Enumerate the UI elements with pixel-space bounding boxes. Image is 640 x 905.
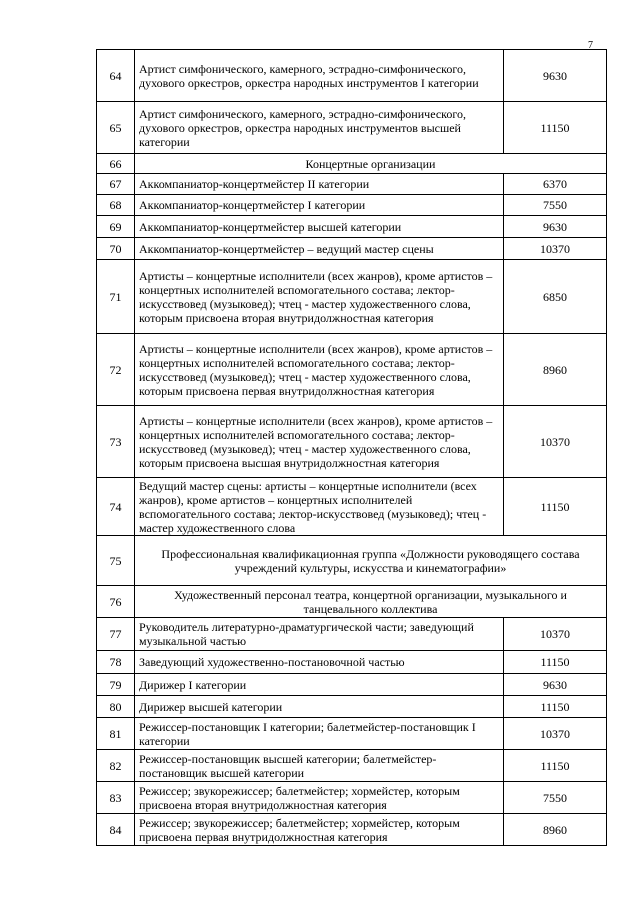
row-number: 67 (97, 174, 135, 195)
salary-value: 11150 (504, 696, 607, 718)
salary-value: 11150 (504, 102, 607, 154)
section-heading: Профессиональная квалификационная группа «Должности руководящего состава учреждений культуры, искусства и кинематографии» (135, 536, 607, 586)
row-number: 70 (97, 238, 135, 260)
salary-value: 10370 (504, 406, 607, 478)
salary-value: 7550 (504, 782, 607, 814)
row-number: 71 (97, 260, 135, 334)
row-number: 81 (97, 718, 135, 750)
section-heading: Художественный персонал театра, концертной организации, музыкального и танцевального коллектива (135, 586, 607, 618)
salary-value: 7550 (504, 195, 607, 216)
position-title: Артист симфонического, камерного, эстрадно-симфонического, духового оркестров, оркестра народных инструментов высшей категории (135, 102, 504, 154)
table-row (97, 674, 607, 696)
table-row (97, 536, 607, 586)
position-title: Аккомпаниатор-концертмейстер II категории (135, 174, 504, 195)
salary-value: 10370 (504, 238, 607, 260)
salary-value: 9630 (504, 50, 607, 102)
position-title: Режиссер; звукорежиссер; балетмейстер; хормейстер, которым присвоена вторая внутридолжностная категория (135, 782, 504, 814)
table-row (97, 718, 607, 750)
row-number: 75 (97, 536, 135, 586)
row-number: 83 (97, 782, 135, 814)
page-number: 7 (588, 40, 593, 51)
position-title: Артисты – концертные исполнители (всех жанров), кроме артистов – концертных исполнителей вспомогательного состава; лектор-искусствовед (музыковед); чтец - мастер художественного слова, которым присвоена первая внутридолжностная категория (135, 334, 504, 406)
row-number: 65 (97, 102, 135, 154)
table-row (97, 238, 607, 260)
position-title: Ведущий мастер сцены: артисты – концертные исполнители (всех жанров), кроме артистов – концертных исполнителей вспомогательного состава; лектор-искусствовед (музыковед); чтец - мастер художественного слова (135, 478, 504, 536)
table-row (97, 154, 607, 174)
salary-value: 8960 (504, 814, 607, 846)
table-row (97, 174, 607, 195)
row-number: 64 (97, 50, 135, 102)
salary-value: 11150 (504, 478, 607, 536)
row-number: 84 (97, 814, 135, 846)
table-row (97, 102, 607, 154)
section-heading: Концертные организации (135, 154, 607, 174)
salary-value: 8960 (504, 334, 607, 406)
position-title: Артисты – концертные исполнители (всех жанров), кроме артистов – концертных исполнителей вспомогательного состава; лектор-искусствовед (музыковед); чтец - мастер художественного слова, которым присвоена вторая внутридолжностная категория (135, 260, 504, 334)
position-title: Заведующий художественно-постановочной частью (135, 651, 504, 674)
row-number: 68 (97, 195, 135, 216)
table-row (97, 696, 607, 718)
position-title: Артист симфонического, камерного, эстрадно-симфонического, духового оркестров, оркестра народных инструментов I категории (135, 50, 504, 102)
table-row (97, 586, 607, 618)
table-row (97, 195, 607, 216)
position-title: Дирижер высшей категории (135, 696, 504, 718)
position-title: Артисты – концертные исполнители (всех жанров), кроме артистов – концертных исполнителей вспомогательного состава; лектор-искусствовед (музыковед); чтец - мастер художественного слова, которым присвоена высшая внутридолжностная категория (135, 406, 504, 478)
salary-value: 9630 (504, 674, 607, 696)
table-row (97, 782, 607, 814)
table-row (97, 406, 607, 478)
row-number: 66 (97, 154, 135, 174)
table-row (97, 618, 607, 651)
row-number: 72 (97, 334, 135, 406)
salary-value: 6850 (504, 260, 607, 334)
row-number: 76 (97, 586, 135, 618)
position-title: Руководитель литературно-драматургической части; заведующий музыкальной частью (135, 618, 504, 651)
row-number: 73 (97, 406, 135, 478)
row-number: 69 (97, 216, 135, 238)
table-row (97, 750, 607, 782)
salary-value: 11150 (504, 750, 607, 782)
table-row (97, 478, 607, 536)
table-row (97, 651, 607, 674)
table-row (97, 334, 607, 406)
position-title: Режиссер; звукорежиссер; балетмейстер; хормейстер, которым присвоена первая внутридолжностная категория (135, 814, 504, 846)
salary-value: 10370 (504, 618, 607, 651)
position-title: Аккомпаниатор-концертмейстер высшей категории (135, 216, 504, 238)
position-title: Аккомпаниатор-концертмейстер I категории (135, 195, 504, 216)
row-number: 82 (97, 750, 135, 782)
salary-value: 11150 (504, 651, 607, 674)
row-number: 79 (97, 674, 135, 696)
table-row (97, 50, 607, 102)
position-title: Режиссер-постановщик I категории; балетмейстер-постановщик I категории (135, 718, 504, 750)
position-title: Режиссер-постановщик высшей категории; балетмейстер-постановщик высшей категории (135, 750, 504, 782)
salary-value: 10370 (504, 718, 607, 750)
salary-value: 6370 (504, 174, 607, 195)
row-number: 77 (97, 618, 135, 651)
salary-value: 9630 (504, 216, 607, 238)
row-number: 74 (97, 478, 135, 536)
table-row (97, 814, 607, 846)
row-number: 80 (97, 696, 135, 718)
position-title: Аккомпаниатор-концертмейстер – ведущий мастер сцены (135, 238, 504, 260)
position-title: Дирижер I категории (135, 674, 504, 696)
row-number: 78 (97, 651, 135, 674)
table-row (97, 260, 607, 334)
salary-table (96, 49, 607, 846)
table-row (97, 216, 607, 238)
